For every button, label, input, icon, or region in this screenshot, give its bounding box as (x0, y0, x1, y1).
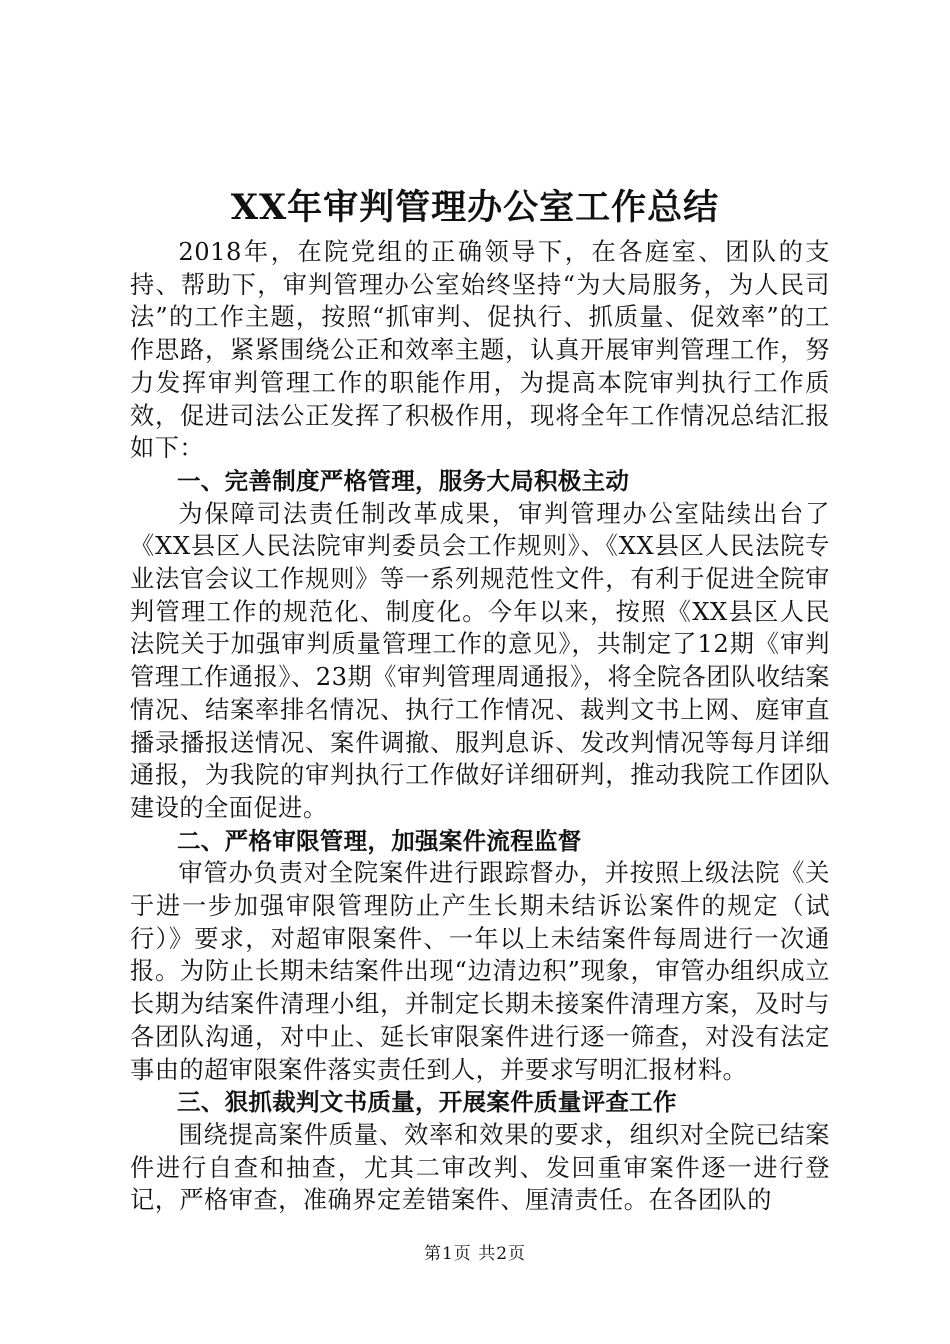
document-body (130, 236, 830, 1217)
section-heading-2: 二、严格审限管理，加强案件流程监督 (177, 826, 582, 855)
section-paragraph-1: 为保障司法责任制改革成果，审判管理办公室陆续出台了《XX县区人民法院审判委员会工作规则》、《XX县区人民法院专业法官会议工作规则》等一系列规范性文件，有利于促进全院审判管理工作的规范化、制度化。今年以来，按照《XX县区人民法院关于加强审判质量管理工作的意见》，共制定了12期《审判管理工作通报》、23期《审判管理周通报》，将全院各团队收结案情况、结案率排名情况、执行工作情况、裁判文书上网、庭审直播录播报送情况、案件调撤、服判息诉、发改判情况等每月详细通报，为我院的审判执行工作做好详细研判，推动我院工作团队建设的全面促进。 (130, 499, 830, 822)
section-heading-3: 三、狠抓裁判文书质量，开展案件质量评查工作 (177, 1088, 677, 1117)
page-footer: 第1页 共2页 (423, 1244, 527, 1264)
section-paragraph-3: 围绕提高案件质量、效率和效果的要求，组织对全院已结案件进行自查和抽查，尤其二审改判、发回重审案件逐一进行登记，严格审查，准确界定差错案件、厘清责任。在各团队的 (130, 1120, 830, 1215)
section-paragraph-2: 审管办负责对全院案件进行跟踪督办，并按照上级法院《关于进一步加强审限管理防止产生长期未结诉讼案件的规定（试行）》要求，对超审限案件、一年以上未结案件每周进行一次通报。为防止长期未结案件出现“边清边积”现象，审管办组织成立长期为结案件清理小组，并制定长期未接案件清理方案，及时与各团队沟通，对中止、延长审限案件进行逐一筛查，对没有法定事由的超审限案件落实责任到人，并要求写明汇报材料。 (130, 859, 830, 1084)
intro-paragraph: 2018年，在院党组的正确领导下，在各庭室、团队的支持、帮助下，审判管理办公室始终坚持“为大局服务，为人民司法”的工作主题，按照“抓审判、促执行、抓质量、促效率”的工作思路，紧紧围绕公正和效率主题，认真开展审判管理工作，努力发挥审判管理工作的职能作用，为提高本院审判执行工作质效，促进司法公正发挥了积极作用，现将全年工作情况总结汇报如下： (130, 238, 830, 463)
document-title: XX年审判管理办公室工作总结 (230, 187, 720, 228)
section-heading-1: 一、完善制度严格管理，服务大局积极主动 (177, 466, 630, 495)
